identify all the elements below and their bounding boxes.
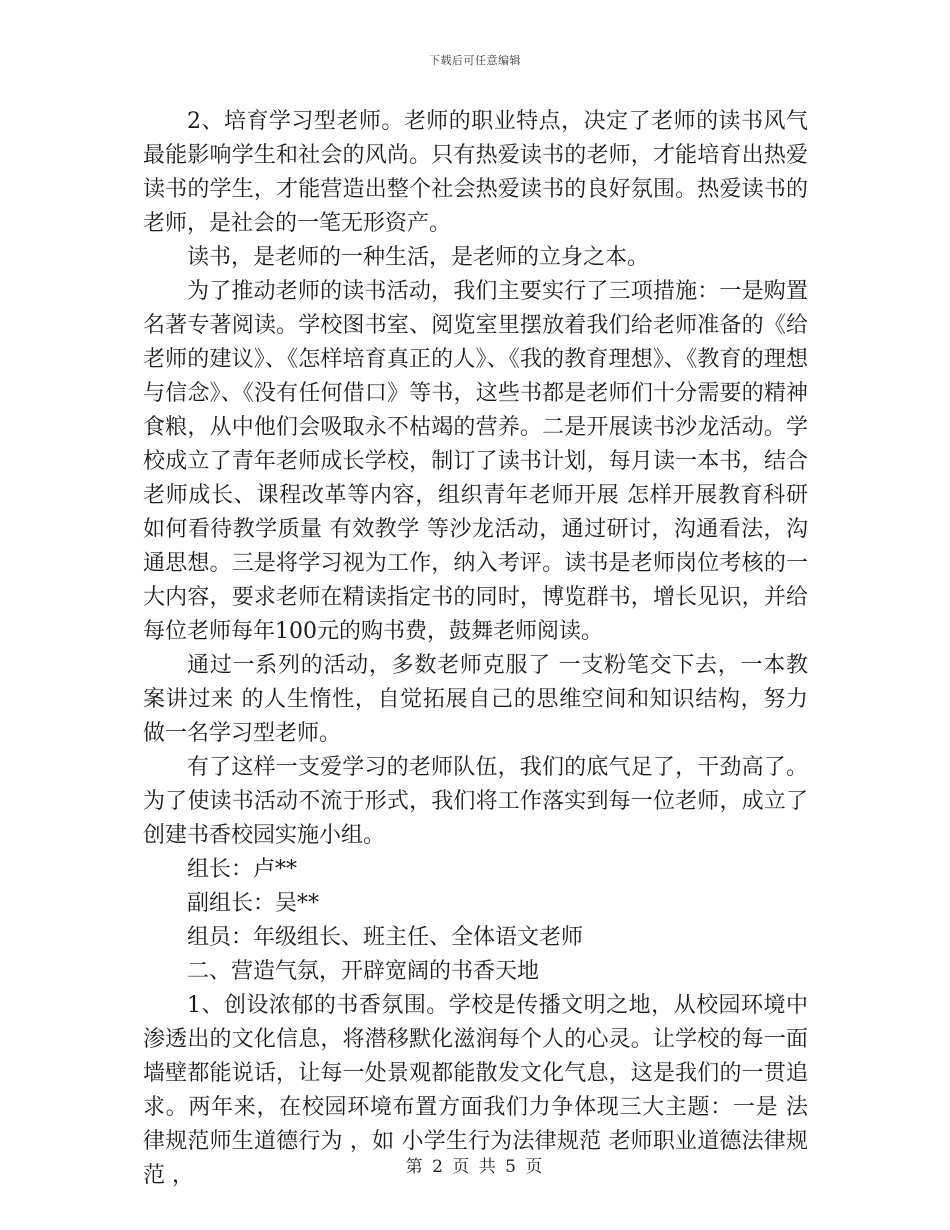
paragraph-activities-result: 通过一系列的活动，多数老师克服了 一支粉笔交下去，一本教案讲过来 的人生惰性，自觉拓展自己的思维空间和知识结构，努力做一名学习型老师。 — [143, 653, 808, 746]
paragraph-reading-life: 读书，是老师的一种生活，是老师的立身之本。 — [187, 245, 650, 270]
paragraph-three-measures: 为了推动老师的读书活动，我们主要实行了三项措施：一是购置名著专著阅读。学校图书室、阅览室里摆放着我们给老师准备的《给老师的建议》、《怎样培育真正的人》、《我的教育理想》、《教育的理想与信念》、《没有任何借口》等书，这些书都是老师们十分需要的精神食粮，从中他们会吸取永不枯竭的营养。二是开展读书沙龙活动。学校成立了青年老师成长学校，制订了读书计划，每月读一本书，结合老师成长、课程改革等内容，组织青年老师开展 怎样开展教育科研 如何看待教学质量 有效教学 等沙龙活动，通过研讨，沟通看法，沟通思想。三是将学习视为工作，纳入考评。读书是老师岗位考核的一大内容，要求老师在精读指定书的同时，博览群书，增长见识，并给每位老师每年100元的购书费，鼓舞老师阅读。 — [143, 279, 808, 644]
page-header: 下载后可任意编辑 — [429, 54, 521, 67]
paragraph-campus-environment: 1、创设浓郁的书香氛围。学校是传播文明之地，从校园环境中渗透出的文化信息，将潜移默化滋润每个人的心灵。让学校的每一面墙壁都能说话，让每一处景观都能散发文化气息，这是我们的一贯追求。两年来，在校园环境布置方面我们力争体现三大主题：一是 法律规范师生道德行为 ，如 小学生行为法律规范 老师职业道德法律规范 ， — [143, 993, 808, 1188]
paragraph-training-teachers: 2、培育学习型老师。老师的职业特点，决定了老师的读书风气最能影响学生和社会的风尚。只有热爱读书的老师，才能培育出热爱读书的学生，才能营造出整个社会热爱读书的良好氛围。热爱读书的老师，是社会的一笔无形资产。 — [143, 109, 808, 236]
document-body — [143, 105, 808, 1193]
paragraph-team-formed: 有了这样一支爱学习的老师队伍，我们的底气足了，干劲高了。为了使读书活动不流于形式，我们将工作落实到每一位老师，成立了创建书香校园实施小组。 — [143, 755, 808, 848]
section-heading-atmosphere: 二、营造气氛，开辟宽阔的书香天地 — [187, 959, 540, 984]
paragraph-group-members: 组员：年级组长、班主任、全体语文老师 — [187, 925, 584, 950]
page-number: 第 2 页 共 5 页 — [405, 1157, 545, 1177]
paragraph-deputy-leader: 副组长：吴** — [187, 891, 320, 916]
paragraph-group-leader: 组长：卢** — [187, 857, 298, 882]
